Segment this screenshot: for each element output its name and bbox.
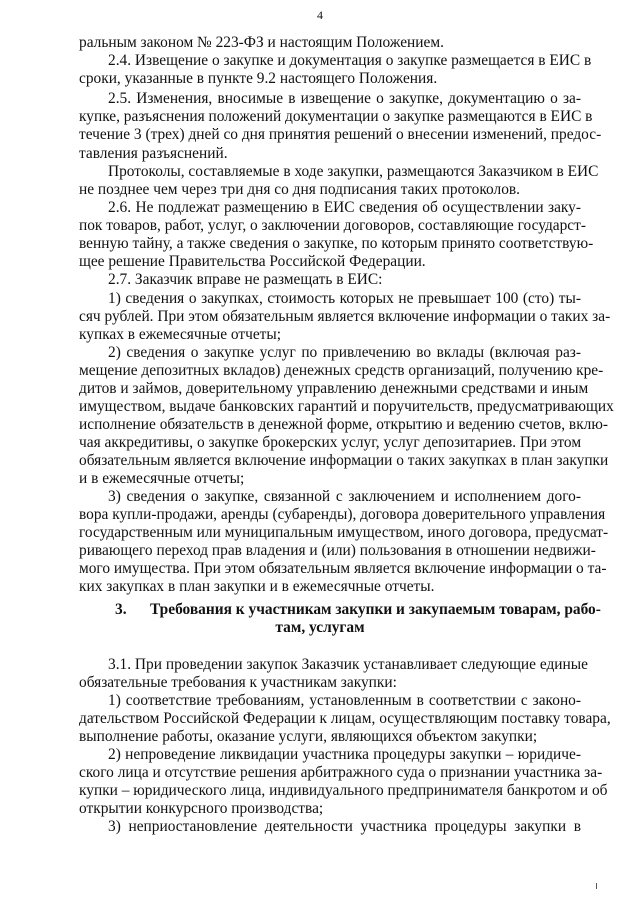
text-line: венную тайну, а также сведения о закупке, по которым принято соответствую- [79, 235, 594, 252]
text-line: купках в ежемесячные отчеты; [79, 326, 282, 343]
text-line: обязательные требования к участникам закупки: [79, 674, 397, 691]
text-line: 2.6. Не подлежат размещению в ЕИС сведения об осуществлении заку- [108, 199, 581, 216]
text-line: 1) сведения о закупках, стоимость которых не превышает 100 (сто) ты- [108, 290, 581, 307]
text-line: ривающего переход прав владения и (или) пользования в отношении недвижи- [79, 542, 596, 559]
text-line: ского лица и отсутствие решения арбитражного суда о признании участника за- [79, 764, 603, 781]
text-line: выполнение работы, оказание услуги, являющихся объектом закупки; [79, 728, 538, 745]
text-line: мого имущества. При этом обязательным является включение информации о та- [79, 560, 607, 577]
text-line: дательством Российской Федерации к лицам, осуществляющим поставку товара, [79, 710, 611, 727]
section-number: 3. [115, 601, 127, 618]
text-line: мещение депозитных вкладов) денежных средств организаций, получению кре- [79, 362, 604, 379]
text-line: вора купли-продажи, аренды (субаренды), договора доверительного управления [79, 506, 606, 523]
text-line: Протоколы, составляемые в ходе закупки, размещаются Заказчиком в ЕИС [108, 163, 599, 180]
text-line: купке, разъяснения положений документации о закупке размещаются в ЕИС в [79, 108, 593, 125]
text-line: сяч рублей. При этом обязательным является включение информации о таких за- [79, 308, 611, 325]
scan-mark [596, 883, 597, 889]
text-line: 3) сведения о закупке, связанной с заключением и исполнением дого- [108, 488, 581, 505]
text-line: 3.1. При проведении закупок Заказчик устанавливает следующие единые [108, 656, 588, 673]
text-line: 1) соответствие требованиям, установленным в соответствии с законо- [108, 692, 581, 709]
text-line: тавления разъяснений. [79, 145, 228, 162]
text-line: 2.7. Заказчик вправе не размещать в ЕИС: [108, 271, 383, 288]
text-line: 2.5. Изменения, вносимые в извещение о закупке, документацию о за- [108, 90, 581, 107]
text-line: течение 3 (трех) дней со дня принятия решений о внесении изменений, предос- [79, 126, 602, 143]
text-line: 2.4. Извещение о закупке и документация о закупке размещается в ЕИС в [108, 52, 592, 69]
text-line: 2) сведения о закупке услуг по привлечению во вклады (включая раз- [108, 344, 581, 361]
section-title-line-2: там, услугам [275, 619, 365, 636]
text-line: и в ежемесячные отчеты; [79, 470, 245, 487]
page-number: 4 [317, 8, 323, 22]
text-line: исполнение обязательств в денежной форме, открытию и ведению счетов, вклю- [79, 416, 608, 433]
text-line: государственным или муниципальным имуществом, иного договора, предусмат- [79, 524, 609, 541]
text-line: пок товаров, работ, услуг, о заключении договоров, составляющие государст- [79, 217, 586, 234]
text-line: щее решение Правительства Российской Федерации. [79, 253, 426, 270]
text-line: ких закупках в план закупки и в ежемесячные отчеты. [79, 578, 435, 595]
text-line: ральным законом № 223-ФЗ и настоящим Положением. [79, 34, 444, 51]
text-line: 2) непроведение ликвидации участника процедуры закупки – юридиче- [108, 746, 581, 763]
text-line: открытии конкурсного производства; [79, 800, 324, 817]
text-line: 3) неприостановление деятельности участника процедуры закупки в [108, 818, 581, 835]
section-title-line-1: Требования к участникам закупки и закупаемым товарам, рабо- [150, 601, 601, 618]
text-line: купки – юридического лица, индивидуального предпринимателя банкротом и об [79, 782, 608, 799]
text-line: обязательным является включение информации о таких закупках в план закупки [79, 452, 609, 469]
text-line: сроки, указанные в пункте 9.2 настоящего Положения. [79, 70, 438, 87]
text-line: чая аккредитивы, о закупке брокерских услуг, услуг депозитариев. При этом [79, 434, 582, 451]
text-line: не позднее чем через три дня со дня подписания таких протоколов. [79, 181, 521, 198]
text-line: имуществом, выдаче банковских гарантий и поручительств, предусматривающих [79, 398, 614, 415]
text-line: дитов и займов, доверительному управлению денежными средствами и иным [79, 380, 589, 397]
